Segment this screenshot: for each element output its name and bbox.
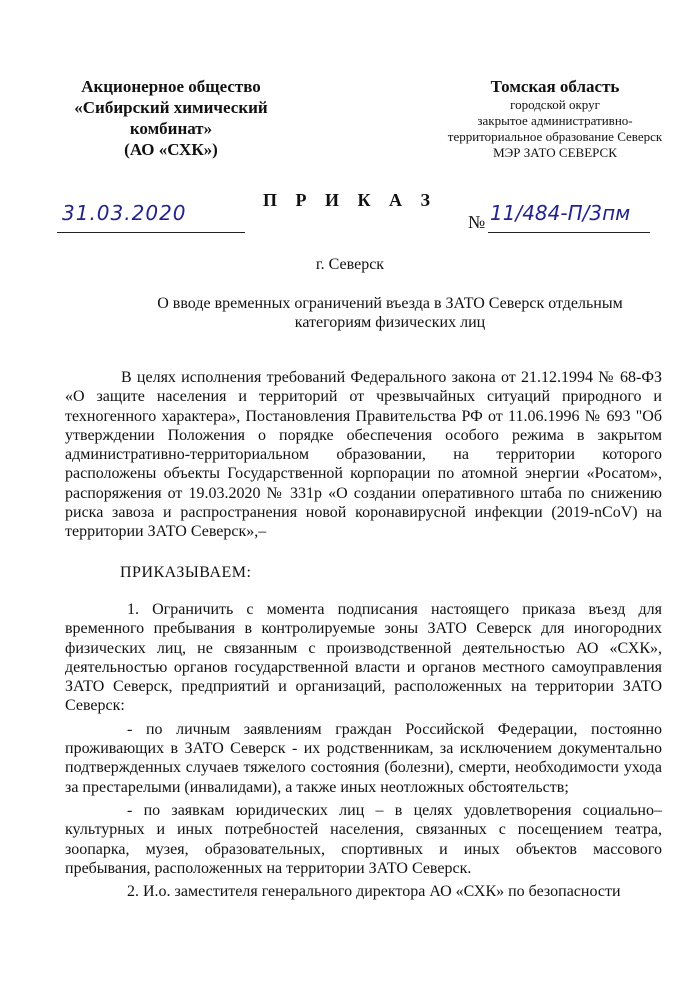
issuer-right-header — [430, 76, 680, 161]
order-subject: О вводе временных ограничений въезда в ЗАТО Северск отдельным категориям физических лиц — [157, 295, 623, 331]
issuer-right-line: МЭР ЗАТО СЕВЕРСК — [493, 145, 617, 160]
order-items — [65, 600, 662, 905]
order-title: П Р И К А З — [262, 190, 438, 210]
order-number: 11/484-П/3пм — [490, 201, 631, 225]
issuer-right-line: закрытое административно- — [477, 113, 633, 128]
region-title: Томская область — [490, 77, 620, 96]
issuer-left-line: комбинат» — [129, 119, 213, 138]
order-item: - по заявкам юридических лиц – в целях удовлетворения социально–культурных и иных потребностей населения, связанных с посещением театра, зоопарка, музея, образовательных, спортивных и иных объектов массового пребывания, расположенных на территории ЗАТО Северск. — [65, 801, 662, 877]
order-item: - по личным заявлениям граждан Российской Федерации, постоянно проживающих в ЗАТО Северск - их родственникам, за исключением документально подтвержденных случаев тяжелого состояния (болезни), смерти, необходимости ухода за престарелыми (инвалидами), а также иных неотложных обстоятельств; — [65, 720, 662, 796]
issuer-left-header — [52, 76, 290, 160]
order-date: 31.03.2020 — [62, 201, 187, 225]
order-item: 1. Ограничить с момента подписания настоящего приказа въезд для временного пребывания в контролируемые зоны ЗАТО Северск для иногородних физических лиц, не связанным с производственной деятельностью АО «СХК», деятельностью органов государственной власти и органов местного самоуправления ЗАТО Северск, предприятий и организаций, расположенных на территории ЗАТО Северск: — [65, 601, 662, 715]
issuer-left-line: (АО «СХК») — [124, 140, 218, 159]
order-city: г. Северск — [315, 256, 385, 273]
decree-word: ПРИКАЗЫВАЕМ: — [120, 564, 252, 581]
issuer-right-line: территориальное образование Северск — [447, 129, 663, 144]
preamble-block — [65, 368, 662, 542]
preamble-paragraph: В целях исполнения требований Федерального закона от 21.12.1994 № 68-ФЗ «О защите населения и территорий от чрезвычайных ситуаций природного и техногенного характера», Постановления Правительства РФ от 11.06.1996 № 693 "Об утверждении Положения о порядке обеспечения особого режима в закрытом административно-территориальном образовании, на территории которого расположены объекты Государственной корпорации по атомной энергии «Росатом», распоряжения от 19.03.2020 № 331р «О создании оперативного штаба по снижению риска завоза и распространения новой коронавирусной инфекции (2019-nCoV) на территории ЗАТО Северск»,– — [65, 369, 662, 541]
issuer-left-line: Акционерное общество — [81, 77, 261, 96]
order-item: 2. И.о. заместителя генерального директора АО «СХК» по безопасности — [127, 883, 621, 901]
number-sign: № — [468, 212, 486, 232]
issuer-right-line: городской округ — [510, 97, 600, 112]
issuer-left-line: «Сибирский химический — [74, 98, 268, 117]
